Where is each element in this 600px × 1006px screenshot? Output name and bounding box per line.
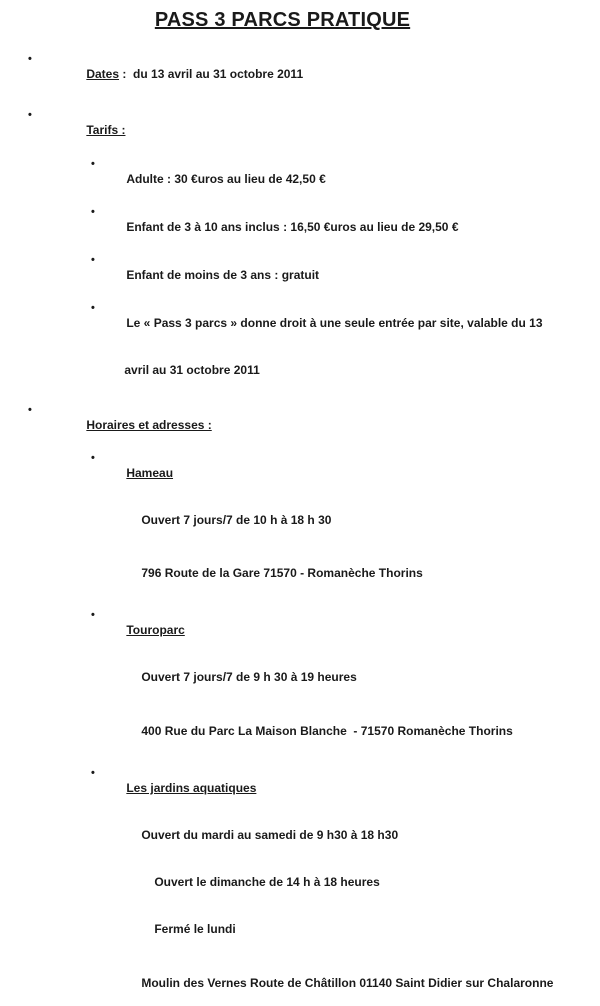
park-heading-jardins-aquatiques [0, 766, 600, 811]
pass-note-line2 [0, 348, 600, 393]
park-hours-text: Fermé le lundi [154, 922, 236, 936]
park-heading-touroparc [0, 608, 600, 653]
bullet-icon: • [91, 452, 95, 464]
horaires-heading [0, 403, 600, 448]
park-hours-text: Ouvert 7 jours/7 de 9 h 30 à 19 heures [141, 670, 357, 684]
dates-line [0, 52, 600, 97]
park-hours-line [0, 655, 600, 700]
page-title: PASS 3 PARCS PRATIQUE [154, 9, 411, 31]
bullet-icon: • [28, 404, 32, 416]
park-hours-line [0, 907, 600, 952]
tarifs-label: Tarifs : [86, 123, 126, 137]
pass-note-text: avril au 31 octobre 2011 [124, 363, 260, 377]
park-address-line [0, 961, 600, 1006]
tarif-item-enfant-3-10 [0, 205, 600, 250]
bullet-icon: • [91, 158, 95, 170]
park-heading-hameau [0, 451, 600, 496]
horaires-label: Horaires et adresses : [86, 418, 212, 432]
bullet-icon: • [28, 109, 32, 121]
dates-text: : du 13 avril au 31 octobre 2011 [119, 67, 304, 81]
bullet-icon: • [91, 302, 95, 314]
park-hours-line [0, 860, 600, 905]
bullet-icon: • [28, 53, 32, 65]
tarif-item-text: Adulte : 30 €uros au lieu de 42,50 € [126, 172, 326, 186]
tarif-item-adulte [0, 157, 600, 202]
tarif-item-enfant-moins-3 [0, 253, 600, 298]
park-name: Touroparc [126, 623, 185, 637]
bullet-icon: • [91, 609, 95, 621]
pass-note-text: Le « Pass 3 parcs » donne droit à une seule entrée par site, valable du 13 [126, 316, 543, 330]
bullet-icon: • [91, 254, 95, 266]
bullet-icon: • [91, 206, 95, 218]
tarifs-heading [0, 108, 600, 153]
park-hours-text: Ouvert 7 jours/7 de 10 h à 18 h 30 [141, 513, 332, 527]
park-hours-line [0, 813, 600, 858]
pass-note-line1 [0, 301, 600, 346]
tarif-item-text: Enfant de 3 à 10 ans inclus : 16,50 €uros au lieu de 29,50 € [126, 220, 459, 234]
park-name: Hameau [126, 466, 174, 480]
park-address-text: Moulin des Vernes Route de Châtillon 01140 Saint Didier sur Chalaronne [141, 976, 554, 990]
dates-label: Dates [86, 67, 120, 81]
park-hours-line [0, 498, 600, 543]
park-name: Les jardins aquatiques [126, 781, 257, 795]
park-address-text: 796 Route de la Gare 71570 - Romanèche Thorins [141, 566, 423, 580]
park-hours-text: Ouvert du mardi au samedi de 9 h30 à 18 h30 [141, 828, 399, 842]
tarif-item-text: Enfant de moins de 3 ans : gratuit [126, 268, 320, 282]
bullet-icon: • [91, 767, 95, 779]
park-address-line [0, 551, 600, 596]
park-hours-text: Ouvert le dimanche de 14 h à 18 heures [154, 875, 380, 889]
park-address-line [0, 709, 600, 754]
park-address-text: 400 Rue du Parc La Maison Blanche - 71570 Romanèche Thorins [141, 724, 513, 738]
